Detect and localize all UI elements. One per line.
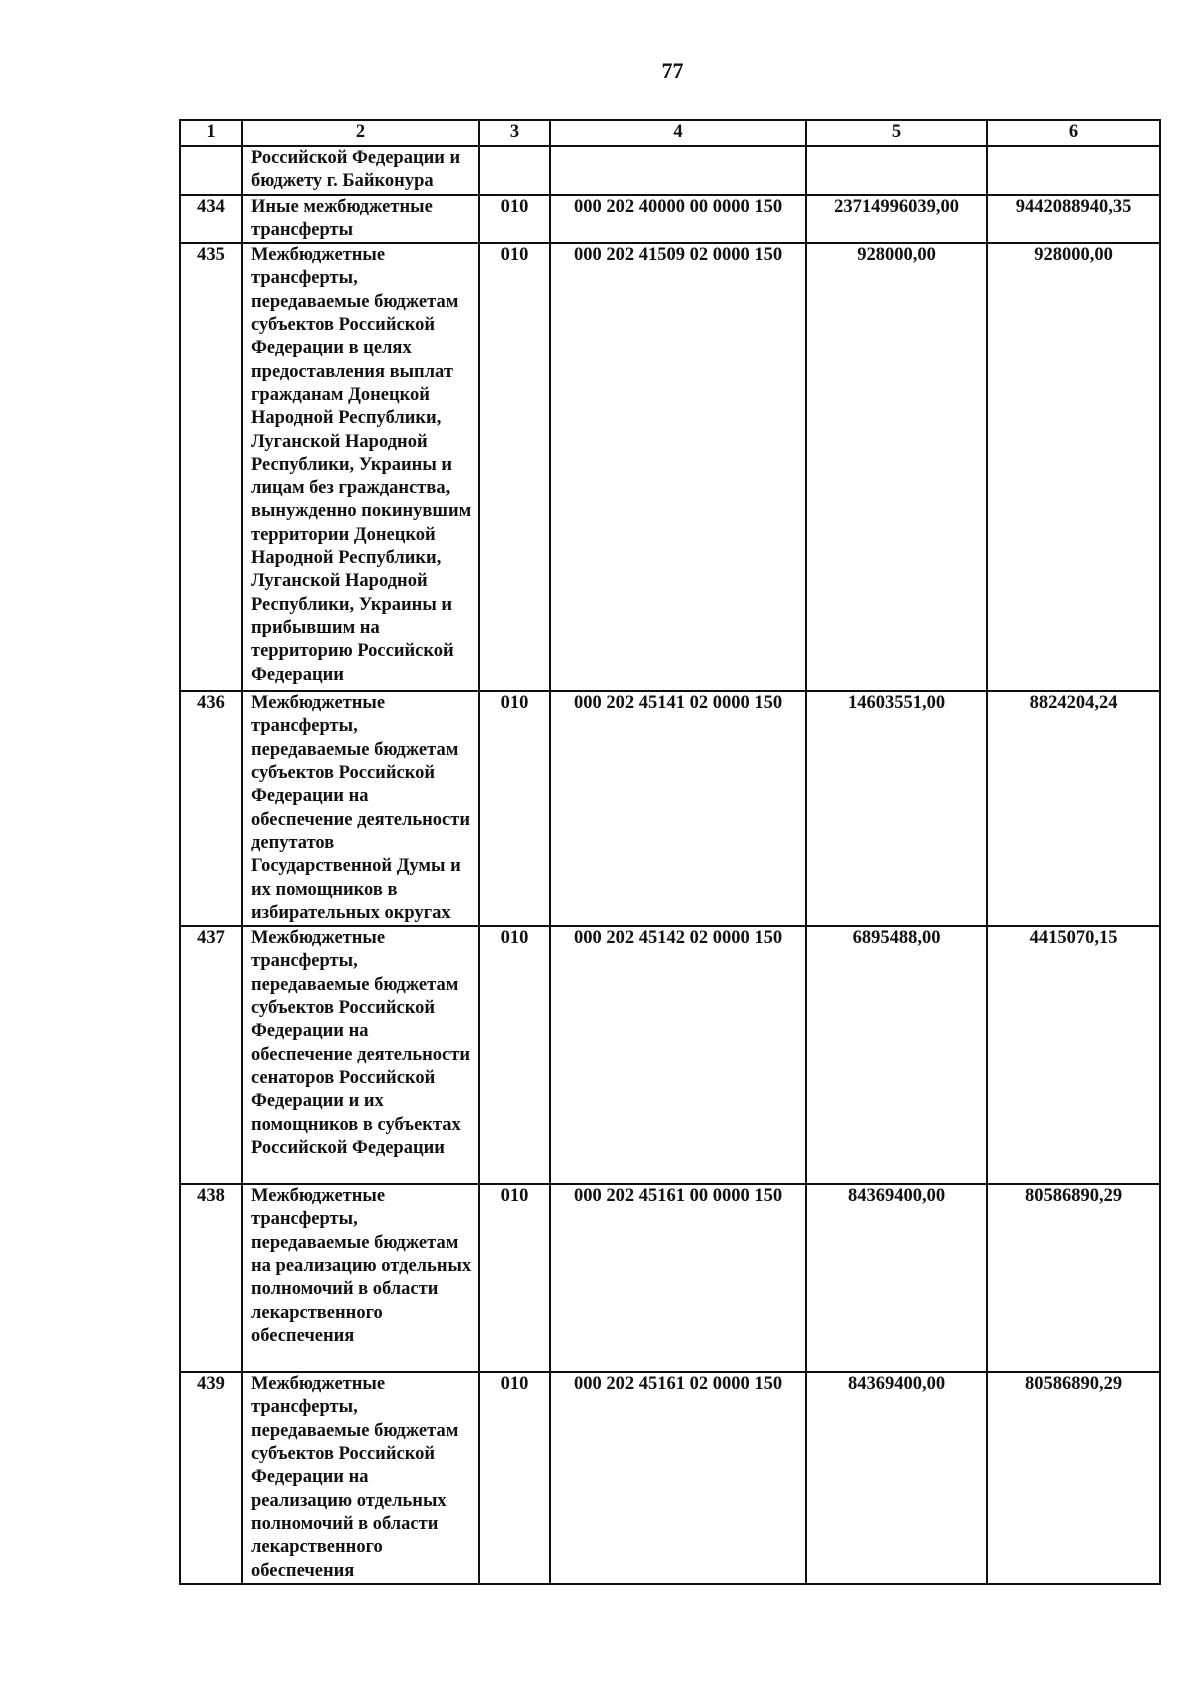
table-row bbox=[180, 691, 1160, 926]
plan-amount-cell: 84369400,00 bbox=[806, 1184, 987, 1372]
fact-amount-cell: 9442088940,35 bbox=[987, 195, 1160, 244]
fact-amount-cell: 8824204,24 bbox=[987, 691, 1160, 926]
code-cell: 010 bbox=[479, 243, 550, 691]
row-name-cell: Иные межбюджетные трансферты bbox=[242, 195, 479, 244]
fact-amount-cell: 80586890,29 bbox=[987, 1184, 1160, 1372]
column-number-row bbox=[180, 120, 1160, 146]
table-row bbox=[180, 926, 1160, 1184]
kbk-cell: 000 202 45161 00 0000 150 bbox=[550, 1184, 806, 1372]
budget-table bbox=[179, 119, 1161, 1585]
row-number-cell: 437 bbox=[180, 926, 242, 1184]
fact-amount-cell bbox=[987, 146, 1160, 195]
fact-amount-cell: 4415070,15 bbox=[987, 926, 1160, 1184]
plan-amount-cell: 23714996039,00 bbox=[806, 195, 987, 244]
column-number: 2 bbox=[242, 120, 479, 146]
row-number-cell: 435 bbox=[180, 243, 242, 691]
kbk-cell: 000 202 45142 02 0000 150 bbox=[550, 926, 806, 1184]
row-number-cell: 436 bbox=[180, 691, 242, 926]
row-name-cell: Межбюджетные трансферты, передаваемые бюджетам субъектов Российской Федерации в целях предоставления выплат гражданам Донецкой Народной Республики, Луганской Народной Республики, Украины и лицам без гражданства, вынужденно покинувшим территории Донецкой Народной Республики, Луганской Народной Республики, Украины и прибывшим на территорию Российской Федерации bbox=[242, 243, 479, 691]
code-cell: 010 bbox=[479, 195, 550, 244]
row-name-cell: Межбюджетные трансферты, передаваемые бюджетам субъектов Российской Федерации на обеспечение деятельности сенаторов Российской Федерации и их помощников в субъектах Российской Федерации bbox=[242, 926, 479, 1184]
table-row bbox=[180, 243, 1160, 691]
continuation-row bbox=[180, 146, 1160, 195]
kbk-cell: 000 202 40000 00 0000 150 bbox=[550, 195, 806, 244]
column-number: 1 bbox=[180, 120, 242, 146]
column-number: 5 bbox=[806, 120, 987, 146]
plan-amount-cell: 6895488,00 bbox=[806, 926, 987, 1184]
row-number-cell: 438 bbox=[180, 1184, 242, 1372]
code-cell bbox=[479, 146, 550, 195]
kbk-cell: 000 202 45161 02 0000 150 bbox=[550, 1372, 806, 1584]
table-row bbox=[180, 1184, 1160, 1372]
row-name-cell: Российской Федерации и бюджету г. Байконура bbox=[242, 146, 479, 195]
plan-amount-cell: 14603551,00 bbox=[806, 691, 987, 926]
row-name-cell: Межбюджетные трансферты, передаваемые бюджетам субъектов Российской Федерации на реализацию отдельных полномочий в области лекарственного обеспечения bbox=[242, 1372, 479, 1584]
page-number: 77 bbox=[661, 58, 684, 83]
column-number: 3 bbox=[479, 120, 550, 146]
kbk-cell: 000 202 45141 02 0000 150 bbox=[550, 691, 806, 926]
plan-amount-cell: 928000,00 bbox=[806, 243, 987, 691]
fact-amount-cell: 80586890,29 bbox=[987, 1372, 1160, 1584]
column-number: 4 bbox=[550, 120, 806, 146]
column-number: 6 bbox=[987, 120, 1160, 146]
code-cell: 010 bbox=[479, 1372, 550, 1584]
fact-amount-cell: 928000,00 bbox=[987, 243, 1160, 691]
row-number-cell: 434 bbox=[180, 195, 242, 244]
plan-amount-cell: 84369400,00 bbox=[806, 1372, 987, 1584]
kbk-cell bbox=[550, 146, 806, 195]
row-name-cell: Межбюджетные трансферты, передаваемые бюджетам субъектов Российской Федерации на обеспечение деятельности депутатов Государственной Думы и их помощников в избирательных округах bbox=[242, 691, 479, 926]
plan-amount-cell bbox=[806, 146, 987, 195]
code-cell: 010 bbox=[479, 1184, 550, 1372]
row-name-cell: Межбюджетные трансферты, передаваемые бюджетам на реализацию отдельных полномочий в области лекарственного обеспечения bbox=[242, 1184, 479, 1372]
row-number-cell: 439 bbox=[180, 1372, 242, 1584]
row-number-cell bbox=[180, 146, 242, 195]
kbk-cell: 000 202 41509 02 0000 150 bbox=[550, 243, 806, 691]
table-row bbox=[180, 195, 1160, 244]
code-cell: 010 bbox=[479, 926, 550, 1184]
code-cell: 010 bbox=[479, 691, 550, 926]
table-row bbox=[180, 1372, 1160, 1584]
